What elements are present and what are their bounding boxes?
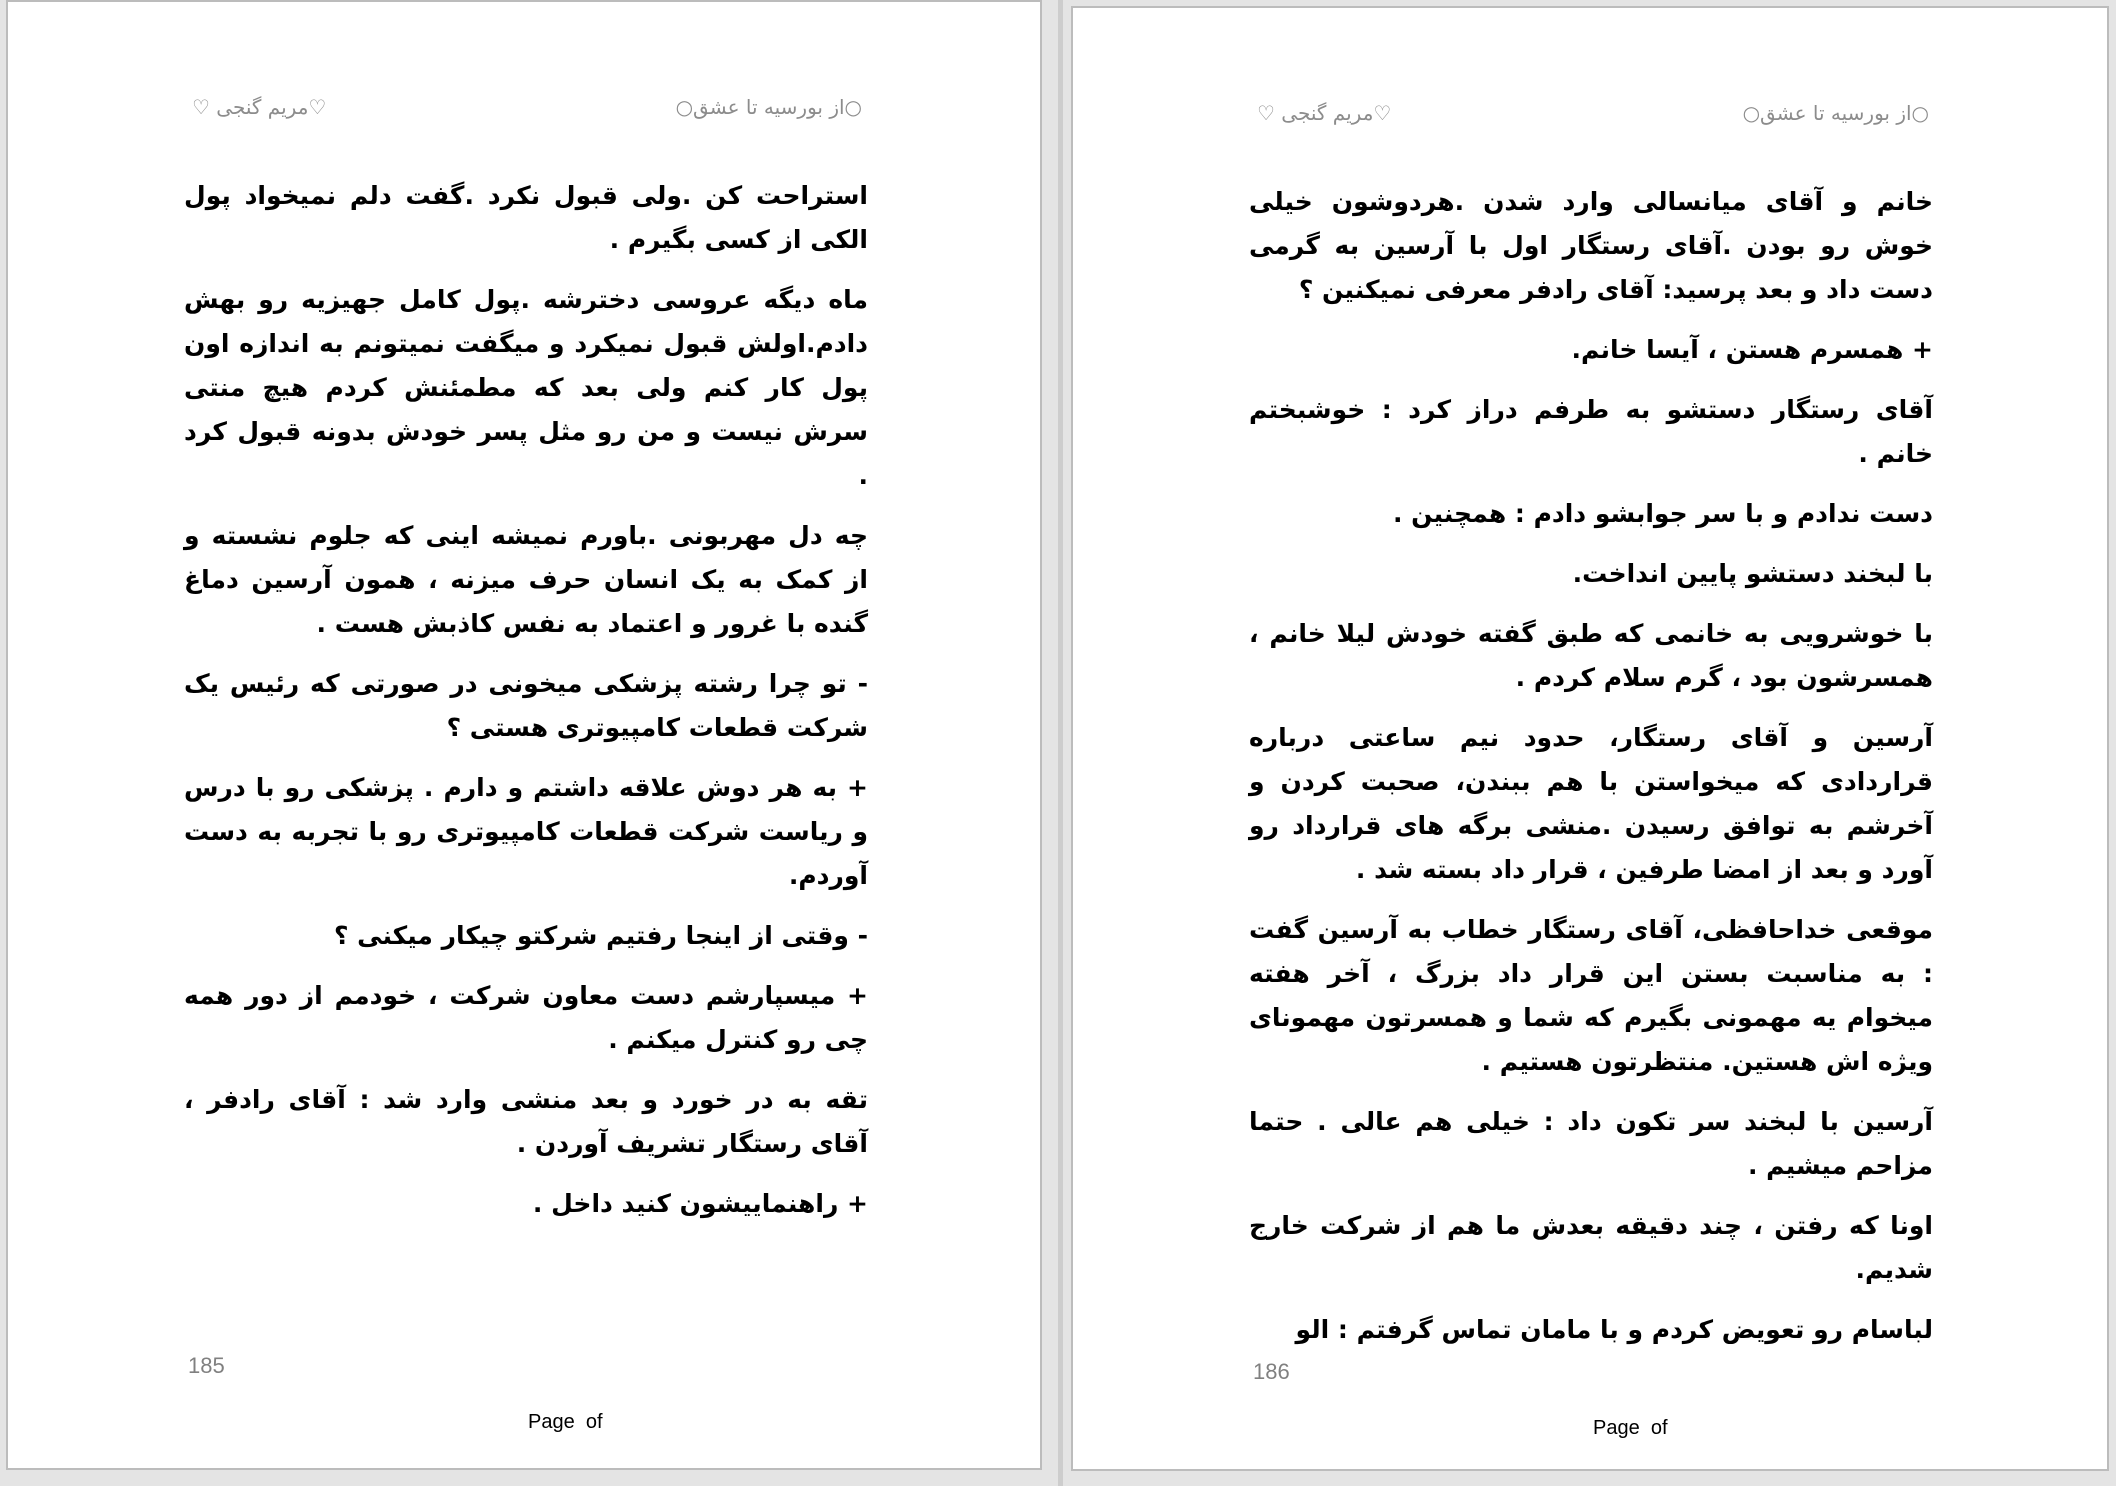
page-number: 185	[188, 1353, 225, 1378]
paragraph: آرسین و آقای رستگار، حدود نیم ساعتی درباره قراردادی که میخواستن با هم ببندن، صحبت کردن و آخرشم به توافق رسیدن .منشی برگه های قرارداد رو آورد و بعد از امضا طرفین ، قرار داد بسته شد .	[1249, 723, 1933, 884]
page-left	[6, 0, 1042, 1470]
paragraph: + راهنماییشون کنید داخل .	[532, 1189, 868, 1218]
running-header-author: ♡ مریم گنجی♡	[192, 95, 327, 119]
paragraph: لباسام رو تعویض کردم و با مامان تماس گرفتم : الو	[1295, 1315, 1933, 1344]
paragraph: آقای رستگار دستشو به طرفم دراز کرد : خوشبختم خانم .	[1249, 395, 1933, 468]
page-footer: Page of	[528, 1411, 603, 1433]
body-text	[1249, 180, 1933, 1368]
paragraph: اونا که رفتن ، چند دقیقه بعدش ما هم از شرکت خارج شدیم.	[1249, 1211, 1933, 1284]
running-header-author: ♡ مریم گنجی♡	[1257, 101, 1392, 125]
paragraph: چه دل مهربونی .باورم نمیشه اینی که جلوم نشسته و از کمک به یک انسان حرف میزنه ، همون آرسین دماغ گنده با غرور و اعتماد به نفس کاذبش هست .	[184, 521, 868, 638]
paragraph: خانم و آقای میانسالی وارد شدن .هردوشون خیلی خوش رو بودن .آقای رستگار اول با آرسین به گرمی دست داد و بعد پرسید: آقای رادفر معرفی نمیکنین ؟	[1249, 187, 1933, 304]
paragraph: موقعی خداحافظی، آقای رستگار خطاب به آرسین گفت : به مناسبت بستن این قرار داد بزرگ ، آخر هفته میخوام یه مهمونی بگیرم که شما و همسرتون مهمونای ویژه اش هستین. منتظرتون هستیم .	[1249, 915, 1933, 1076]
running-header-title: ○از بورسیه تا عشق○	[1742, 101, 1929, 125]
paragraph: با خوشرویی به خانمی که طبق گفته خودش لیلا خانم ، همسرشون بود ، گرم سلام کردم .	[1249, 619, 1933, 692]
paragraph: + به هر دوش علاقه داشتم و دارم . پزشکی رو با درس و ریاست شرکت قطعات کامپیوتری رو با تجربه به دست آوردم.	[184, 773, 868, 890]
body-text	[184, 174, 868, 1242]
paragraph: تقه به در خورد و بعد منشی وارد شد : آقای رادفر ، آقای رستگار تشریف آوردن .	[184, 1085, 868, 1158]
paragraph: - وقتی از اینجا رفتیم شرکتو چیکار میکنی ؟	[333, 921, 868, 950]
paragraph: + میسپارشم دست معاون شرکت ، خودمم از دور همه چی رو کنترل میکنم .	[184, 981, 868, 1054]
page-number: 186	[1253, 1359, 1290, 1384]
page-footer: Page of	[1593, 1417, 1668, 1439]
paragraph: استراحت کن .ولی قبول نکرد .گفت دلم نمیخواد پول الکی از کسی بگیرم .	[184, 181, 868, 254]
paragraph: آرسین با لبخند سر تکون داد : خیلی هم عالی . حتما مزاحم میشیم .	[1249, 1107, 1933, 1180]
running-header-title: ○از بورسیه تا عشق○	[675, 95, 862, 119]
page-right	[1071, 6, 2109, 1471]
paragraph: - تو چرا رشته پزشکی میخونی در صورتی که رئیس یک شرکت قطعات کامپیوتری هستی ؟	[184, 669, 868, 742]
paragraph: دست ندادم و با سر جوابشو دادم : همچنین .	[1392, 499, 1933, 528]
paragraph: ماه دیگه عروسی دخترشه .پول کامل جهیزیه رو بهش دادم.اولش قبول نمیکرد و میگفت نمیتونم به اندازه اون پول کار کنم ولی بعد که مطمئنش کردم هیچ منتی سرش نیست و من رو مثل پسر خودش بدونه قبول کرد .	[184, 285, 868, 490]
page-gutter	[1058, 0, 1063, 1486]
paragraph: با لبخند دستشو پایین انداخت.	[1572, 559, 1933, 588]
paragraph: + همسرم هستن ، آیسا خانم.	[1571, 335, 1933, 364]
